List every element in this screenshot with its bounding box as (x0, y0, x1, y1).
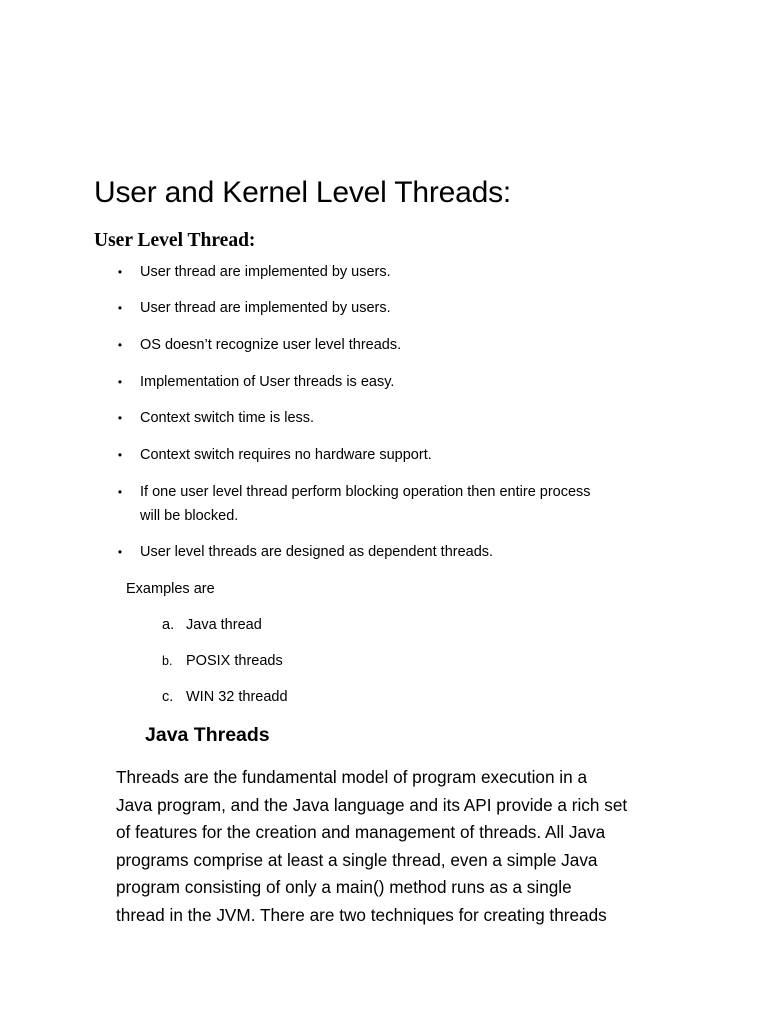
bullet-text: OS doesn’t recognize user level threads. (140, 337, 402, 353)
body-paragraph (116, 764, 686, 929)
paragraph-line: Java program, and the Java language and its API provide a rich set (116, 794, 628, 815)
list-marker: c. (162, 689, 174, 705)
bullet-icon: • (117, 338, 123, 352)
list-marker: a. (162, 617, 175, 633)
paragraph-line: program consisting of only a main() method runs as a single (116, 877, 572, 897)
paragraph-line: programs comprise at least a single thread, even a simple Java (116, 849, 598, 870)
bullet-icon: • (117, 545, 123, 559)
paragraph-line: of features for the creation and management of threads. All Java (116, 822, 606, 842)
bullet-icon: • (117, 375, 123, 389)
section-heading-java-threads: Java Threads (145, 724, 270, 746)
paragraph-line: thread in the JVM. There are two techniques for creating threads (116, 904, 607, 925)
list-marker: b. (162, 654, 173, 668)
page-title: User and Kernel Level Threads: (94, 176, 512, 209)
example-text: WIN 32 threadd (186, 689, 288, 705)
bullet-text: User thread are implemented by users. (140, 264, 391, 280)
bullet-icon: • (117, 448, 123, 462)
bullet-icon: • (117, 265, 123, 279)
bullet-icon: • (117, 485, 123, 499)
examples-label: Examples are (126, 581, 215, 597)
bullet-text (140, 480, 670, 528)
bullet-text: User level threads are designed as dependent threads. (140, 544, 494, 560)
bullet-text-line: If one user level thread perform blocking operation then entire process (140, 484, 591, 500)
bullet-text: Implementation of User threads is easy. (140, 374, 395, 390)
bullet-icon: • (117, 411, 123, 425)
bullet-text-line: will be blocked. (140, 508, 239, 524)
bullet-text: Context switch requires no hardware support. (140, 447, 432, 463)
paragraph-line: Threads are the fundamental model of program execution in a (116, 767, 588, 787)
example-text: Java thread (186, 617, 262, 633)
bullet-text: User thread are implemented by users. (140, 300, 391, 316)
section-heading-user-level-thread: User Level Thread: (94, 230, 256, 251)
bullet-icon: • (117, 301, 123, 315)
bullet-text: Context switch time is less. (140, 410, 315, 426)
example-text: POSIX threads (186, 653, 283, 669)
